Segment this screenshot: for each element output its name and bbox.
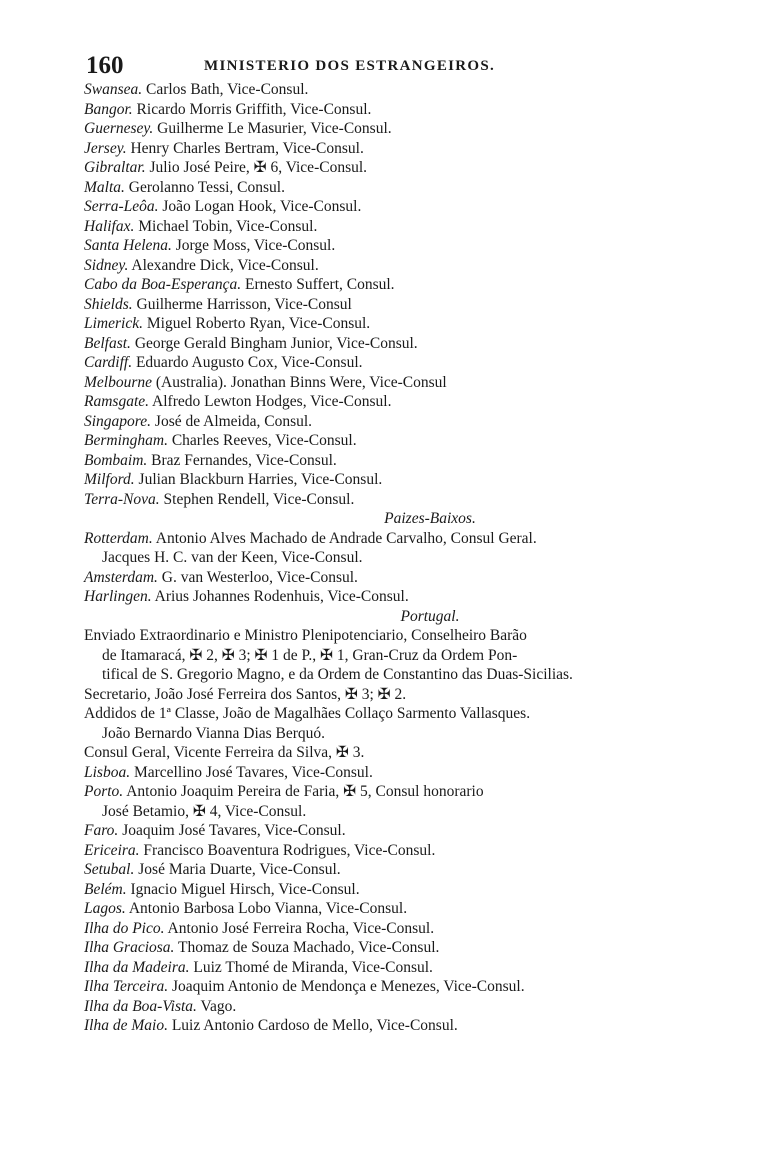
consul-list-british — [84, 80, 716, 509]
list-item: Ilha da Madeira. Luiz Thomé de Miranda, Vice-Consul. — [84, 958, 433, 976]
consul-list-portugal — [84, 626, 716, 1036]
list-item: Cardiff. Eduardo Augusto Cox, Vice-Consul. — [84, 354, 363, 371]
list-item: Cabo da Boa-Esperança. Ernesto Suffert, Consul. — [84, 276, 395, 293]
list-item: Swansea. Carlos Bath, Vice-Consul. — [84, 81, 309, 98]
list-item: Ilha Graciosa. Thomaz de Souza Machado, Vice-Consul. — [84, 939, 440, 956]
list-item: Ilha da Boa-Vista. Vago. — [84, 997, 237, 1015]
list-item-continuation: José Betamio, ✠ 4, Vice-Consul. — [102, 802, 307, 820]
secretario-line: Secretario, João José Ferreira dos Santos, ✠ 3; ✠ 2. — [84, 685, 407, 703]
page-number: 160 — [86, 52, 124, 79]
list-item: Jersey. Henry Charles Bertram, Vice-Consul. — [84, 139, 364, 157]
list-item: Harlingen. Arius Johannes Rodenhuis, Vice-Consul. — [84, 588, 409, 605]
consul-list-paizes-baixos — [84, 529, 716, 607]
list-item: Bombaim. Braz Fernandes, Vice-Consul. — [84, 451, 337, 469]
list-item: Bangor. Ricardo Morris Griffith, Vice-Consul. — [84, 100, 372, 118]
list-item: Rotterdam. Antonio Alves Machado de Andrade Carvalho, Consul Geral. — [84, 529, 537, 547]
list-item: Halifax. Michael Tobin, Vice-Consul. — [84, 217, 318, 235]
list-item: Amsterdam. G. van Westerloo, Vice-Consul. — [84, 568, 358, 586]
consul-geral-line: Consul Geral, Vicente Ferreira da Silva, ✠ 3. — [84, 744, 365, 761]
list-item: Terra-Nova. Stephen Rendell, Vice-Consul. — [84, 490, 355, 508]
list-item-continuation: Jacques H. C. van der Keen, Vice-Consul. — [102, 549, 363, 566]
list-item: Ilha do Pico. Antonio José Ferreira Rocha, Vice-Consul. — [84, 919, 435, 937]
list-item: Lisboa. Marcellino José Tavares, Vice-Consul. — [84, 763, 373, 781]
list-item: Ilha de Maio. Luiz Antonio Cardoso de Mello, Vice-Consul. — [84, 1017, 458, 1034]
list-item: Malta. Gerolanno Tessi, Consul. — [84, 178, 285, 196]
list-item: Sidney. Alexandre Dick, Vice-Consul. — [84, 256, 319, 274]
list-item: Santa Helena. Jorge Moss, Vice-Consul. — [84, 237, 336, 254]
addidos-continuation: João Bernardo Vianna Dias Berquó. — [102, 724, 326, 742]
list-item: Gibraltar. Julio José Peire, ✠ 6, Vice-Consul. — [84, 159, 368, 176]
list-item: Belém. Ignacio Miguel Hirsch, Vice-Consul. — [84, 880, 360, 898]
list-item: Bermingham. Charles Reeves, Vice-Consul. — [84, 432, 357, 449]
list-item: Limerick. Miguel Roberto Ryan, Vice-Consul. — [84, 315, 371, 332]
page-body — [84, 80, 716, 1036]
list-item: Guernesey. Guilherme Le Masurier, Vice-Consul. — [84, 120, 392, 137]
list-item: Singapore. José de Almeida, Consul. — [84, 412, 313, 430]
list-item: Milford. Julian Blackburn Harries, Vice-Consul. — [84, 471, 383, 488]
list-item: Serra-Leôa. João Logan Hook, Vice-Consul. — [84, 198, 362, 215]
list-item: Shields. Guilherme Harrisson, Vice-Consul — [84, 295, 352, 313]
page-header — [86, 52, 686, 80]
list-item: Ilha Terceira. Joaquim Antonio de Mendonça e Menezes, Vice-Consul. — [84, 978, 525, 995]
section-heading-paizes-baixos: Paizes-Baixos. — [384, 510, 476, 527]
addidos-line: Addidos de 1ª Classe, João de Magalhães Collaço Sarmento Vallasques. — [84, 705, 531, 722]
enviado-continuation: de Itamaracá, ✠ 2, ✠ 3; ✠ 1 de P., ✠ 1, Gran-Cruz da Ordem Pon- — [102, 646, 518, 664]
list-item: Porto. Antonio Joaquim Pereira de Faria, ✠ 5, Consul honorario — [84, 783, 484, 800]
list-item: Melbourne (Australia). Jonathan Binns Were, Vice-Consul — [84, 373, 447, 391]
list-item: Ramsgate. Alfredo Lewton Hodges, Vice-Consul. — [84, 393, 392, 410]
list-item: Faro. Joaquim José Tavares, Vice-Consul. — [84, 822, 346, 839]
enviado-continuation: tifical de S. Gregorio Magno, e da Ordem de Constantino das Duas-Sicilias. — [102, 666, 573, 683]
list-item: Lagos. Antonio Barbosa Lobo Vianna, Vice-Consul. — [84, 900, 408, 917]
running-title: MINISTERIO DOS ESTRANGEIROS. — [204, 58, 496, 74]
section-heading-portugal: Portugal. — [400, 607, 460, 625]
list-item: Ericeira. Francisco Boaventura Rodrigues, Vice-Consul. — [84, 841, 436, 859]
enviado-line: Enviado Extraordinario e Ministro Plenipotenciario, Conselheiro Barão — [84, 627, 527, 644]
list-item: Belfast. George Gerald Bingham Junior, Vice-Consul. — [84, 334, 418, 352]
list-item: Setubal. José Maria Duarte, Vice-Consul. — [84, 861, 341, 878]
